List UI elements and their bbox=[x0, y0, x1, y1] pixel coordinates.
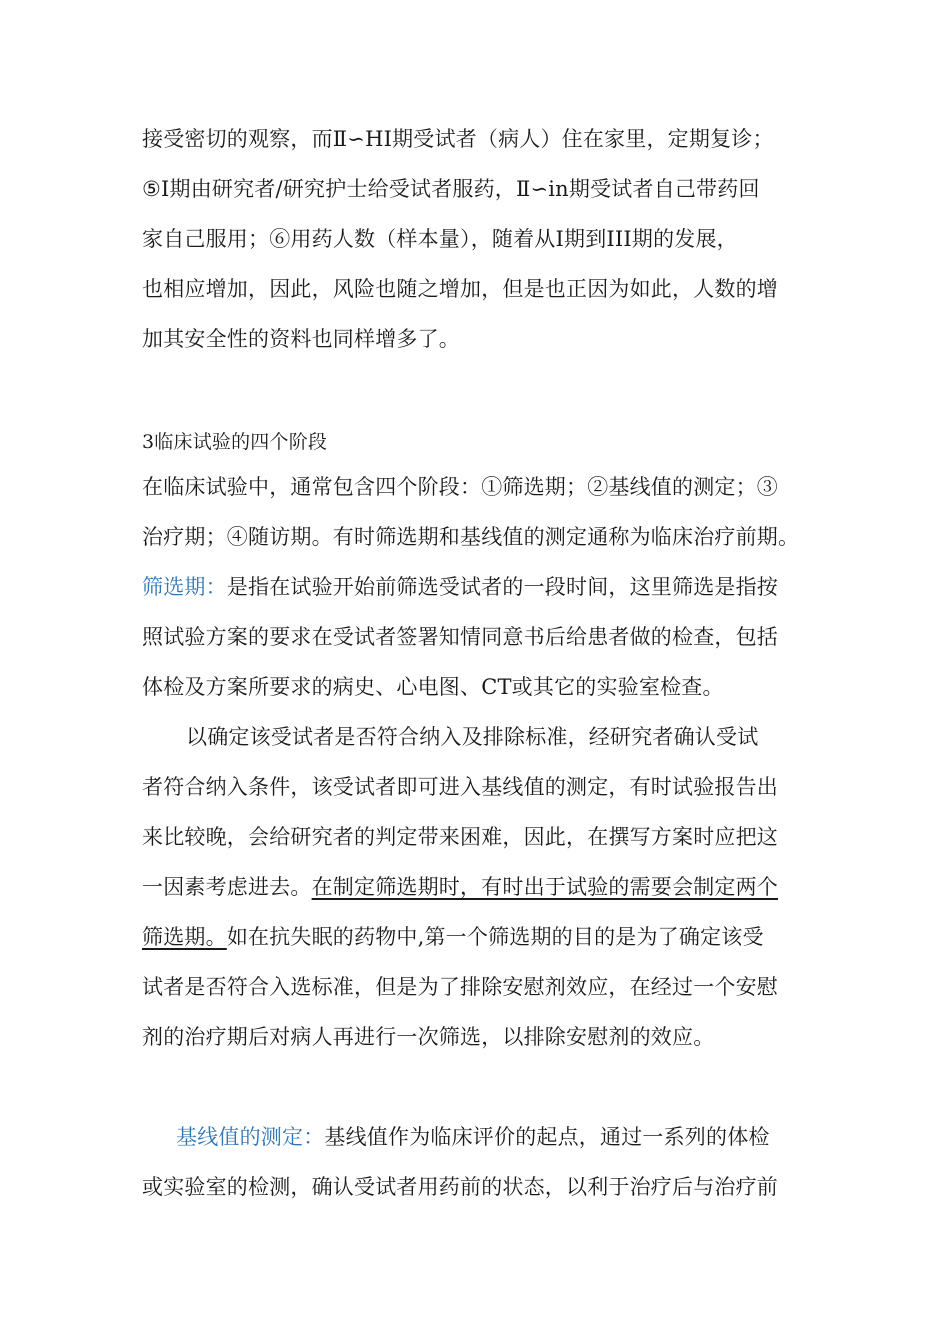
paragraph-line-mixed bbox=[142, 923, 822, 951]
underlined-text: 在制定筛选期时，有时出于试验的需要会制定两个 bbox=[311, 875, 779, 899]
paragraph-line: 来比较晚，会给研究者的判定带来困难，因此，在撰写方案时应把这 bbox=[142, 825, 778, 849]
screening-first-line bbox=[142, 573, 822, 601]
baseline-text: 基线值作为临床评价的起点，通过一系列的体检 bbox=[324, 1125, 770, 1149]
paragraph-line: 加其安全性的资料也同样增多了。 bbox=[142, 327, 460, 351]
baseline-first-line bbox=[176, 1123, 826, 1151]
paragraph-line: 或实验室的检测，确认受试者用药前的状态，以利于治疗后与治疗前 bbox=[142, 1175, 778, 1199]
paragraph-line: 剂的治疗期后对病人再进行一次筛选，以排除安慰剂的效应。 bbox=[142, 1025, 715, 1049]
paragraph-line: 在临床试验中，通常包含四个阶段：①筛选期；②基线值的测定；③ bbox=[142, 475, 778, 499]
paragraph-line: 接受密切的观察，而Ⅱ∽HI期受试者（病人）住在家里，定期复诊； bbox=[142, 127, 774, 151]
paragraph-line: 以确定该受试者是否符合纳入及排除标准，经研究者确认受试 bbox=[186, 725, 759, 749]
underlined-text: 筛选期。 bbox=[142, 925, 227, 949]
plain-text: 如在抗失眠的药物中,第一个筛选期的目的是为了确定该受 bbox=[226, 925, 764, 949]
paragraph-line: 照试验方案的要求在受试者签署知情同意书后给患者做的检查，包括 bbox=[142, 625, 778, 649]
paragraph-line: 也相应增加，因此，风险也随之增加，但是也正因为如此，人数的增 bbox=[142, 277, 778, 301]
paragraph-line: ⑤Ⅰ期由研究者/研究护士给受试者服药，Ⅱ∽in期受试者自己带药回 bbox=[142, 177, 760, 201]
paragraph-line: 治疗期；④随访期。有时筛选期和基线值的测定通称为临床治疗前期。 bbox=[142, 525, 800, 549]
plain-text: 一因素考虑进去。 bbox=[142, 875, 312, 899]
section-heading: 3临床试验的四个阶段 bbox=[142, 431, 328, 453]
paragraph-line: 者符合纳入条件，该受试者即可进入基线值的测定，有时试验报告出 bbox=[142, 775, 778, 799]
screening-term: 筛选期： bbox=[142, 575, 227, 599]
paragraph-line: 体检及方案所要求的病史、心电图、CT或其它的实验室检查。 bbox=[142, 675, 724, 699]
screening-text: 是指在试验开始前筛选受试者的一段时间，这里筛选是指按 bbox=[226, 575, 779, 599]
paragraph-line: 试者是否符合入选标准，但是为了排除安慰剂效应，在经过一个安慰 bbox=[142, 975, 778, 999]
paragraph-line-mixed bbox=[142, 873, 822, 901]
paragraph-line: 家自己服用；⑥用药人数（样本量），随着从Ⅰ期到III期的发展， bbox=[142, 227, 738, 251]
baseline-term: 基线值的测定： bbox=[176, 1125, 325, 1149]
